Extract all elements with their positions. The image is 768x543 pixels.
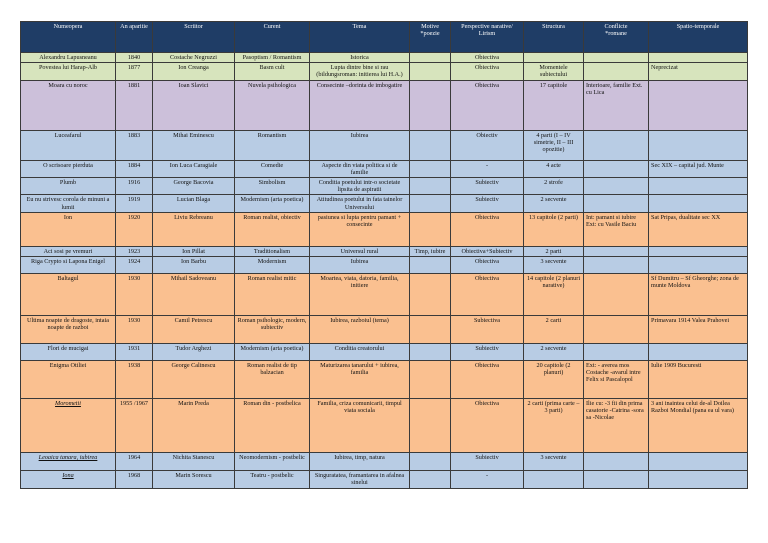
column-header: Tema bbox=[310, 22, 410, 53]
table-cell bbox=[410, 130, 451, 160]
table-cell bbox=[410, 361, 451, 399]
table-cell: Singuratatea, framantarea in afalnea sinelui bbox=[310, 471, 410, 489]
table-cell: Camil Petrescu bbox=[153, 316, 235, 344]
table-row bbox=[21, 212, 748, 246]
table-cell: Roman realist mitic bbox=[235, 274, 310, 316]
column-header: Spatio-temporale bbox=[649, 22, 748, 53]
table-row bbox=[21, 361, 748, 399]
table-cell: 1938 bbox=[116, 361, 153, 399]
table-cell: Subiectiv bbox=[451, 178, 524, 195]
table-cell: 2 secvente bbox=[524, 344, 584, 361]
column-header: Perspective narative/ Lirism bbox=[451, 22, 524, 53]
table-cell: 4 acte bbox=[524, 160, 584, 177]
table-row bbox=[21, 257, 748, 274]
table-cell: Ilie cu: -3 fii din prima casatorie -Catrina -sora sa -Nicolae bbox=[584, 399, 649, 453]
table-cell: Teatru - postbelic bbox=[235, 471, 310, 489]
table-cell: Roman realist, obiectiv bbox=[235, 212, 310, 246]
table-cell bbox=[584, 178, 649, 195]
work-title-cell: Baltagul bbox=[21, 274, 116, 316]
work-title-cell: Leoaica tanara, iubirea bbox=[21, 453, 116, 471]
table-cell: Ion Pillat bbox=[153, 246, 235, 256]
table-cell bbox=[584, 471, 649, 489]
table-cell: Universul rural bbox=[310, 246, 410, 256]
table-row bbox=[21, 399, 748, 453]
table-cell: Nichita Stanescu bbox=[153, 453, 235, 471]
table-cell: Iubirea bbox=[310, 130, 410, 160]
table-cell: Iubirea bbox=[310, 257, 410, 274]
table-cell: Int: pamant si iubire Ext: cu Vasile Baciu bbox=[584, 212, 649, 246]
table-cell bbox=[410, 53, 451, 63]
table-cell: Subiectiv bbox=[451, 453, 524, 471]
table-cell: Consecinte –dorinta de imbogatire bbox=[310, 80, 410, 130]
table-row bbox=[21, 63, 748, 80]
column-header: Structura bbox=[524, 22, 584, 53]
table-cell: Conditia creatorului bbox=[310, 344, 410, 361]
table-cell: 1884 bbox=[116, 160, 153, 177]
table-cell: Roman realist de tip balzacian bbox=[235, 361, 310, 399]
table-cell: 2 carti bbox=[524, 316, 584, 344]
table-cell bbox=[410, 63, 451, 80]
table-cell: Lucian Blaga bbox=[153, 195, 235, 212]
table-cell: Iubirea, timp, natura bbox=[310, 453, 410, 471]
table-cell: Pasoptism / Romantism bbox=[235, 53, 310, 63]
column-header: Conflicte *romane bbox=[584, 22, 649, 53]
table-cell bbox=[649, 246, 748, 256]
table-cell: 1955 /1967 bbox=[116, 399, 153, 453]
table-cell bbox=[410, 195, 451, 212]
table-cell: 2 secvente bbox=[524, 195, 584, 212]
work-title-cell: Enigma Otiliei bbox=[21, 361, 116, 399]
table-cell bbox=[584, 130, 649, 160]
work-title-cell: Ultima noapte de dragoste, intaia noapte de razboi bbox=[21, 316, 116, 344]
work-title-cell: Aci sosi pe vremuri bbox=[21, 246, 116, 256]
table-cell: Ion Luca Caragiale bbox=[153, 160, 235, 177]
table-cell bbox=[410, 344, 451, 361]
table-cell: 1964 bbox=[116, 453, 153, 471]
table-cell: Ion Barbu bbox=[153, 257, 235, 274]
table-cell: 1931 bbox=[116, 344, 153, 361]
column-header: Numeopera bbox=[21, 22, 116, 53]
table-row bbox=[21, 246, 748, 256]
table-cell: 3 ani inaintea celui de-al Doilea Razboi Mondial (pana ea ul vara) bbox=[649, 399, 748, 453]
table-cell: 1877 bbox=[116, 63, 153, 80]
table-cell: 2 carti (prima carte – 3 parti) bbox=[524, 399, 584, 453]
table-cell bbox=[410, 178, 451, 195]
table-cell: Subiectiv bbox=[451, 344, 524, 361]
table-cell: 2 strofe bbox=[524, 178, 584, 195]
table-cell: Tudor Arghezi bbox=[153, 344, 235, 361]
table-cell: Modernism (arta poetica) bbox=[235, 344, 310, 361]
table-cell: Subiectiv bbox=[451, 195, 524, 212]
table-cell: 20 capitole (2 planuri) bbox=[524, 361, 584, 399]
table-cell bbox=[584, 195, 649, 212]
work-title-cell: Morometii bbox=[21, 399, 116, 453]
table-cell: 1883 bbox=[116, 130, 153, 160]
table-cell bbox=[410, 274, 451, 316]
table-row bbox=[21, 160, 748, 177]
table-cell: 1881 bbox=[116, 80, 153, 130]
table-cell: Obiectiva bbox=[451, 80, 524, 130]
table-cell: Sf Dumitru – Sf Gheorghe; zona de munte Moldova bbox=[649, 274, 748, 316]
table-body bbox=[21, 53, 748, 489]
table-cell: Ion Creanga bbox=[153, 63, 235, 80]
table-cell bbox=[410, 399, 451, 453]
table-cell bbox=[584, 453, 649, 471]
table-cell: Basm cult bbox=[235, 63, 310, 80]
table-cell: Romantism bbox=[235, 130, 310, 160]
table-cell: Interioare, familie Ext. cu Lica bbox=[584, 80, 649, 130]
table-cell: Roman din - postbelica bbox=[235, 399, 310, 453]
column-header: Motive *poezie bbox=[410, 22, 451, 53]
table-cell: 1840 bbox=[116, 53, 153, 63]
table-cell: Primavara 1914 Valea Prahovei bbox=[649, 316, 748, 344]
table-cell bbox=[649, 130, 748, 160]
table-cell bbox=[584, 53, 649, 63]
table-cell bbox=[410, 471, 451, 489]
table-cell: Obiectiva bbox=[451, 212, 524, 246]
table-cell: 4 parti (I – IV simetrie, II – III opozitie) bbox=[524, 130, 584, 160]
table-cell: Subiectiva bbox=[451, 316, 524, 344]
table-cell: 1968 bbox=[116, 471, 153, 489]
table-cell: - bbox=[451, 471, 524, 489]
table-cell: 17 capitole bbox=[524, 80, 584, 130]
table-cell bbox=[410, 212, 451, 246]
table-row bbox=[21, 274, 748, 316]
table-cell: Ext: - averea mos Costache -avarul intre Felix si Pascalopol bbox=[584, 361, 649, 399]
work-title-cell: Moara cu noroc bbox=[21, 80, 116, 130]
table-cell: 3 secvente bbox=[524, 453, 584, 471]
table-cell: - bbox=[451, 160, 524, 177]
table-cell: Mihail Sadoveanu bbox=[153, 274, 235, 316]
table-cell: Obiectiva bbox=[451, 361, 524, 399]
table-cell bbox=[649, 257, 748, 274]
table-cell: Liviu Rebreanu bbox=[153, 212, 235, 246]
column-header: Curent bbox=[235, 22, 310, 53]
table-cell: Sat Pripas, dualitate sec XX bbox=[649, 212, 748, 246]
table-cell: George Calinescu bbox=[153, 361, 235, 399]
table-cell: 1916 bbox=[116, 178, 153, 195]
literature-table-container bbox=[20, 21, 747, 489]
table-cell: Simbolism bbox=[235, 178, 310, 195]
table-cell: Familia, criza comunicarii, timpul viata sociala bbox=[310, 399, 410, 453]
table-cell: Aspecte din viata politica si de familie bbox=[310, 160, 410, 177]
table-cell: Traditionalism bbox=[235, 246, 310, 256]
table-cell bbox=[649, 195, 748, 212]
table-cell: Istorica bbox=[310, 53, 410, 63]
table-cell: Obiectiv bbox=[451, 130, 524, 160]
table-cell: Momentele subiectului bbox=[524, 63, 584, 80]
table-cell bbox=[584, 344, 649, 361]
table-cell: Comedie bbox=[235, 160, 310, 177]
table-cell: Obiectiva bbox=[451, 53, 524, 63]
table-cell bbox=[649, 178, 748, 195]
table-cell bbox=[649, 344, 748, 361]
table-cell: 3 secvente bbox=[524, 257, 584, 274]
table-cell: Ioan Slavici bbox=[153, 80, 235, 130]
table-cell: 14 capitole (2 planuri narative) bbox=[524, 274, 584, 316]
work-title-cell: Ion bbox=[21, 212, 116, 246]
table-cell: Obiectiva bbox=[451, 257, 524, 274]
work-title-cell: Alexandru Lapusneanu bbox=[21, 53, 116, 63]
table-row bbox=[21, 178, 748, 195]
table-cell: Marin Preda bbox=[153, 399, 235, 453]
table-cell: 1930 bbox=[116, 316, 153, 344]
work-title-cell: Iona bbox=[21, 471, 116, 489]
table-cell: 2 parti bbox=[524, 246, 584, 256]
table-cell: Nuvela psihologica bbox=[235, 80, 310, 130]
table-cell: Lupta dintre bine si rau (bildungsroman: initierea lui H.A.) bbox=[310, 63, 410, 80]
table-cell: Obiectiva+Subiectiv bbox=[451, 246, 524, 256]
table-cell bbox=[584, 160, 649, 177]
table-cell bbox=[584, 316, 649, 344]
table-cell bbox=[584, 63, 649, 80]
table-cell: Sec XIX – capital jud. Munte bbox=[649, 160, 748, 177]
work-title-cell: Eu nu strivesc corola de minuni a lumii bbox=[21, 195, 116, 212]
table-cell: Timp, iubire bbox=[410, 246, 451, 256]
table-cell: 1923 bbox=[116, 246, 153, 256]
column-header: Scriitor bbox=[153, 22, 235, 53]
table-cell: Obiectiva bbox=[451, 63, 524, 80]
work-title-cell: Plumb bbox=[21, 178, 116, 195]
table-cell bbox=[584, 274, 649, 316]
table-row bbox=[21, 471, 748, 489]
table-cell bbox=[649, 471, 748, 489]
table-row bbox=[21, 130, 748, 160]
table-row bbox=[21, 453, 748, 471]
table-cell: Roman psihologic, modern, subiectiv bbox=[235, 316, 310, 344]
table-cell: Marin Sorescu bbox=[153, 471, 235, 489]
table-cell: Neomodernism - postbelic bbox=[235, 453, 310, 471]
table-cell: Mihai Eminescu bbox=[153, 130, 235, 160]
work-title-cell: Flori de mucigai bbox=[21, 344, 116, 361]
table-cell bbox=[410, 316, 451, 344]
table-cell bbox=[524, 471, 584, 489]
table-cell bbox=[410, 257, 451, 274]
table-cell: Iulie 1909 Bucuresti bbox=[649, 361, 748, 399]
table-row bbox=[21, 53, 748, 63]
table-row bbox=[21, 195, 748, 212]
table-cell bbox=[584, 246, 649, 256]
table-cell bbox=[410, 80, 451, 130]
table-cell bbox=[410, 453, 451, 471]
work-title-cell: Luceafarul bbox=[21, 130, 116, 160]
table-cell: Neprecizat bbox=[649, 63, 748, 80]
table-cell: 13 capitole (2 parti) bbox=[524, 212, 584, 246]
table-cell: Moartea, viata, datoria, familia, initiere bbox=[310, 274, 410, 316]
header-row bbox=[21, 22, 748, 53]
table-cell: Maturizarea tanarului + iubirea, familia bbox=[310, 361, 410, 399]
table-cell: Modernism (arta poetica) bbox=[235, 195, 310, 212]
table-cell bbox=[649, 80, 748, 130]
table-cell bbox=[649, 53, 748, 63]
table-row bbox=[21, 80, 748, 130]
table-cell bbox=[410, 160, 451, 177]
table-cell: Modernism bbox=[235, 257, 310, 274]
work-title-cell: Riga Crypto si Lapona Enigel bbox=[21, 257, 116, 274]
table-cell: George Bacovia bbox=[153, 178, 235, 195]
table-cell bbox=[584, 257, 649, 274]
table-cell: Obiectiva bbox=[451, 274, 524, 316]
table-cell: 1920 bbox=[116, 212, 153, 246]
table-cell: 1930 bbox=[116, 274, 153, 316]
table-cell: 1919 bbox=[116, 195, 153, 212]
work-title-cell: Povestea lui Harap-Alb bbox=[21, 63, 116, 80]
table-cell: Obiectiva bbox=[451, 399, 524, 453]
table-cell bbox=[649, 453, 748, 471]
table-row bbox=[21, 316, 748, 344]
table-cell: Costache Negruzzi bbox=[153, 53, 235, 63]
table-cell: 1924 bbox=[116, 257, 153, 274]
table-cell: Atitudinea poetului in fata tainelor Universului bbox=[310, 195, 410, 212]
table-cell: Iubirea, razboiul (tema) bbox=[310, 316, 410, 344]
column-header: An aparitie bbox=[116, 22, 153, 53]
table-cell: Conditia poetului intr-o societate lipsita de aspiratii bbox=[310, 178, 410, 195]
table-cell bbox=[524, 53, 584, 63]
work-title-cell: O scrisoare pierduta bbox=[21, 160, 116, 177]
table-row bbox=[21, 344, 748, 361]
literature-table bbox=[20, 21, 748, 489]
table-cell: pasiunea si lupta pentru pamant + consecinte bbox=[310, 212, 410, 246]
